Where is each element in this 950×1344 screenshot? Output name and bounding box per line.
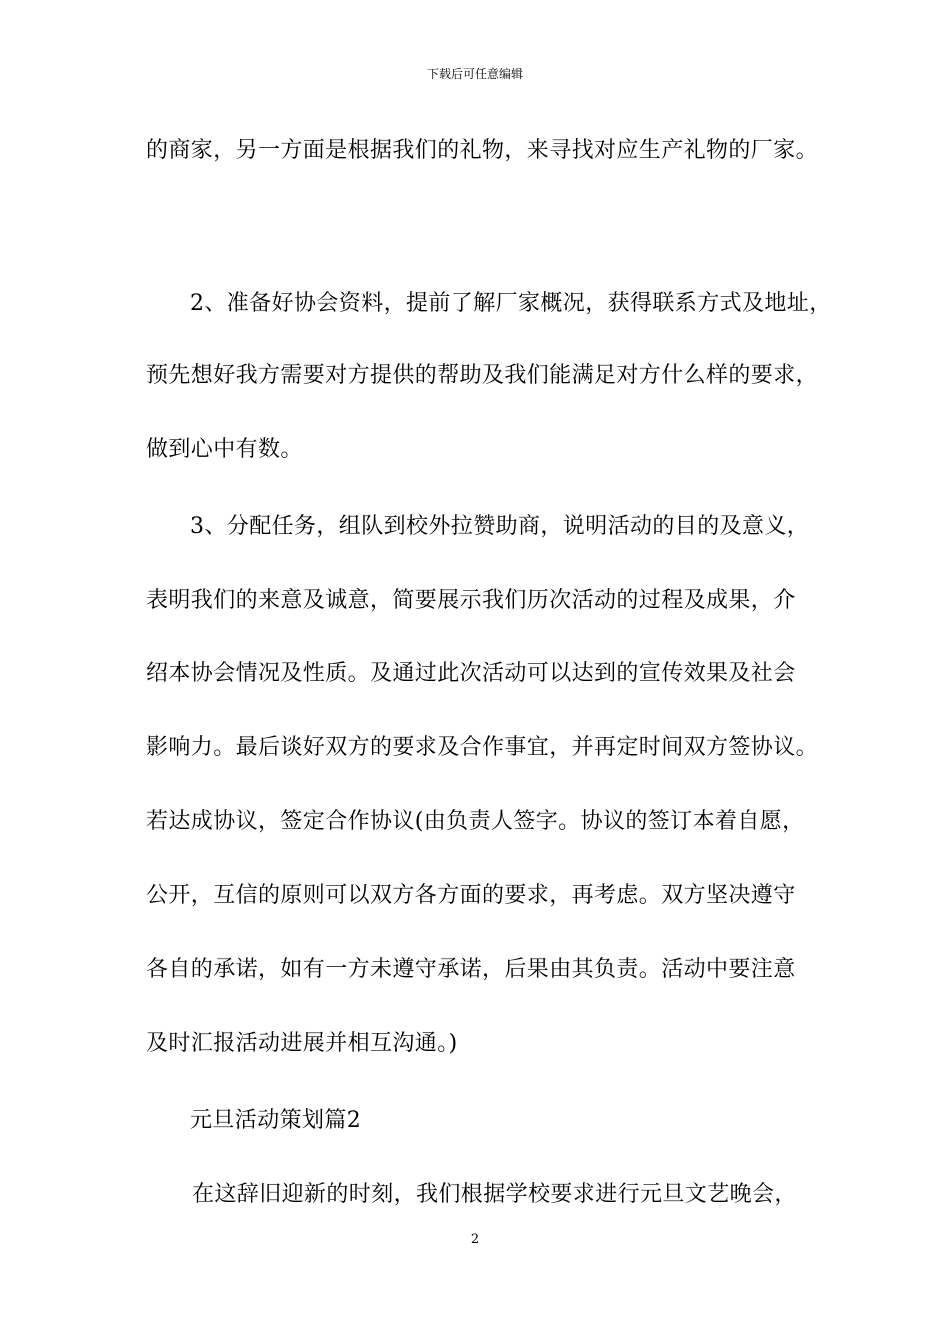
body-line-2: 2、准备好协会资料，提前了解厂家概况，获得联系方式及地址， [190,291,832,316]
body-line-10: 公开，互信的原则可以双方各方面的要求，再考虑。双方坚决遵守 [146,883,796,908]
body-line-3: 预先想好我方需要对方提供的帮助及我们能满足对方什么样的要求， [146,363,819,388]
body-line-4: 做到心中有数。 [146,437,303,462]
body-line-12: 及时汇报活动进展并相互沟通。) [146,1031,458,1056]
page-header: 下载后可任意编辑 [426,67,523,81]
body-line-9: 若达成协议，签定合作协议(由负责人签字。协议的签订本着自愿， [146,809,805,834]
section-heading: 元旦活动策划篇2 [190,1108,362,1133]
page-number: 2 [470,1232,480,1247]
body-line-5: 3、分配任务，组队到校外拉赞助商，说明活动的目的及意义， [190,514,810,539]
body-line-8: 影响力。最后谈好双方的要求及合作事宜，并再定时间双方签协议。 [146,735,819,760]
body-line-13: 在这辞旧迎新的时刻，我们根据学校要求进行元旦文艺晚会， [192,1182,797,1207]
body-line-7: 绍本协会情况及性质。及通过此次活动可以达到的宣传效果及社会 [146,661,796,686]
body-line-11: 各自的承诺，如有一方未遵守承诺，后果由其负责。活动中要注意 [146,957,796,982]
body-line-6: 表明我们的来意及诚意，简要展示我们历次活动的过程及成果，介 [146,588,796,613]
body-line-1: 的商家，另一方面是根据我们的礼物，来寻找对应生产礼物的厂家。 [146,138,819,163]
